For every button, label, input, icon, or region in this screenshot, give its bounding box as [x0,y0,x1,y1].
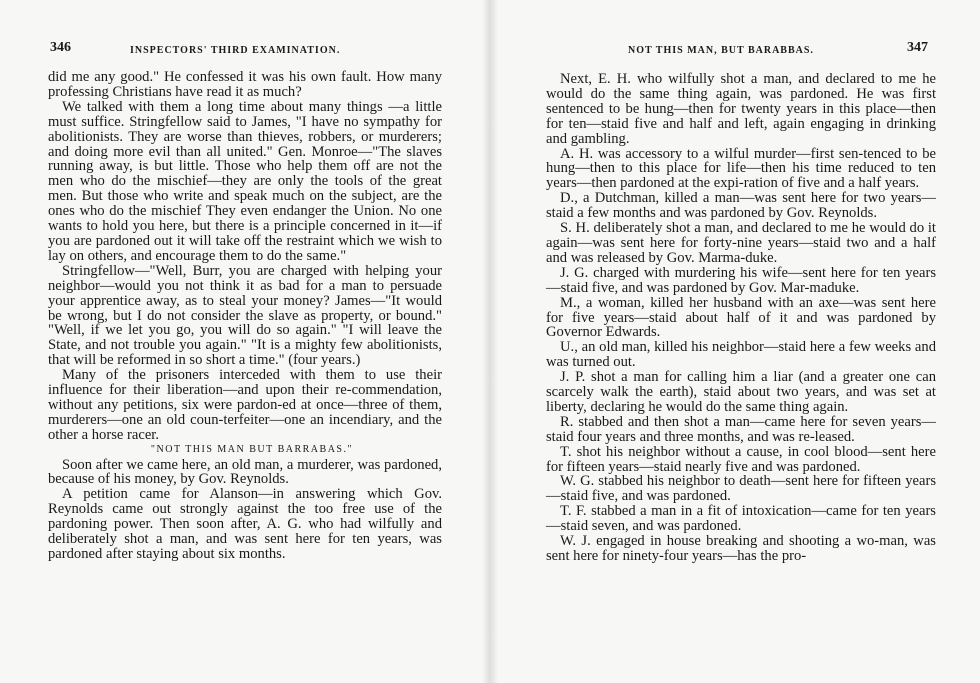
paragraph: Soon after we came here, an old man, a murderer, was pardoned, because of his money, by Gov. Reynolds. [48,456,442,488]
running-head: INSPECTORS' THIRD EXAMINATION. [130,45,341,56]
paragraph: J. G. charged with murdering his wife—sent here for ten years—staid five, and was pardoned by Gov. Mar-maduke. [546,264,936,296]
paragraph: T. F. stabbed a man in a fit of intoxication—came for ten years—staid seven, and was pardoned. [546,503,936,535]
paragraph: Many of the prisoners interceded with them to use their influence for their liberation—and upon their re-commendation, without any petitions, six were pardon-ed at once—three of them, murderers—one an old coun-terfeiter—one an incendiary, and the other a horse racer. [48,367,442,443]
paragraph: W. J. engaged in house breaking and shooting a wo-man, was sent here for ninety-four years—has the pro- [546,533,936,564]
running-head: NOT THIS MAN, BUT BARABBAS. [628,45,814,56]
paragraph: did me any good." He confessed it was his own fault. How many professing Christians have read it as much? [48,69,442,100]
paragraph: D., a Dutchman, killed a man—was sent here for two years—staid a few months and was pardoned by Gov. Reynolds. [546,190,936,222]
paragraph: We talked with them a long time about many things —a little must suffice. Stringfellow said to James, "I have no sympathy for abolitionists. They are worse than thieves, robbers, or murderers; and doing more evil than all united." Gen. Monroe—"The slaves running away, is but little. Those who help them off are not the men who do the mischief—they are only the tools of the great men. But those who write and speak much on the subject, are the ones who do the mischief They even endanger the Union. No one wants to hold you here, but there is a principle concerned in it—if you are pardoned out it will take off the restraint which we wish to lay on others, and encourage them to do the same." [48,98,442,264]
right-page [490,0,980,683]
page-number: 346 [50,40,71,55]
paragraph: M., a woman, killed her husband with an axe—was sent here for five years—staid about half of it and was pardoned by Governor Edwards. [546,294,936,341]
paragraph: T. shot his neighbor without a cause, in cool blood—sent here for fifteen years—staid nearly five and was pardoned. [546,443,936,475]
paragraph: Next, E. H. who wilfully shot a man, and declared to me he would do the same thing again, was pardoned. He was first sentenced to be hung—then for twenty years in this place—then for ten—staid five and half and left, again engaging in drinking and gambling. [546,71,936,147]
paragraph: W. G. stabbed his neighbor to death—sent here for fifteen years—staid five, and was pardoned. [546,473,936,505]
section-subheading: "NOT THIS MAN BUT BARRABAS." [150,443,354,455]
paragraph: U., an old man, killed his neighbor—staid here a few weeks and was turned out. [546,339,936,371]
page-body [546,72,936,564]
paragraph: A. H. was accessory to a wilful murder—first sen-tenced to be hung—then to this place for life—then his time reduced to ten years—then pardoned at the expi-ration of five and a half years. [546,145,936,192]
paragraph: A petition came for Alanson—in answering which Gov. Reynolds came out strongly against the too free use of the pardoning power. Then soon after, A. G. who had wilfully and deliberately shot a man, and was sent here for ten years, was pardoned after staying about six months. [48,486,442,562]
paragraph: R. stabbed and then shot a man—came here for seven years—staid four years and three months, and was re-leased. [546,413,936,445]
page-body [48,70,442,562]
paragraph: Stringfellow—"Well, Burr, you are charged with helping your neighbor—would you not think it as bad for a man to persuade your apprentice away, as to steal your money? James—"It would be wrong, but I do not consider the slave as property, or bound." "Well, if we let you go, you will do so again." "I will leave the State, and not trouble you again." "It is a mighty few abolitionists, that will be reformed in so short a time." (four years.) [48,262,442,369]
paragraph: J. P. shot a man for calling him a liar (and a greater one can scarcely walk the earth), staid about two years, and was set at liberty, declaring he would do the same thing again. [546,369,936,415]
page-number: 347 [907,40,928,55]
paragraph: S. H. deliberately shot a man, and declared to me he would do it again—was sent here for forty-nine years—staid two and a half and was released by Gov. Marma-duke. [546,220,936,266]
